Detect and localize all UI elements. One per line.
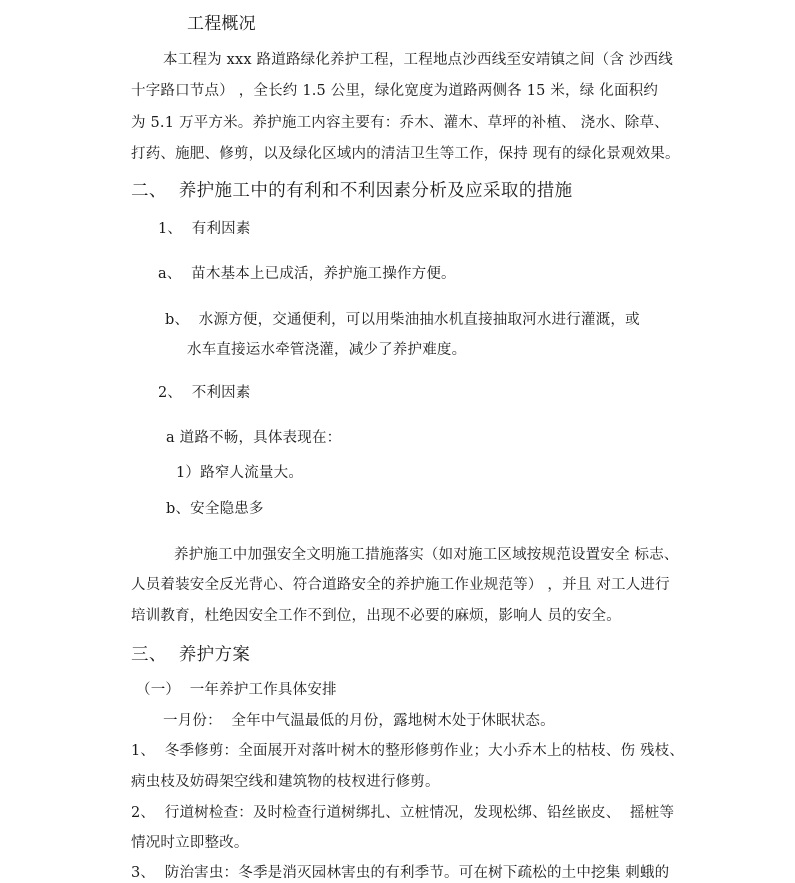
favorable-item-b-line-1: b、 水源方便，交通便利，可以用柴油抽水机直接抽取河水进行灌溉，或 bbox=[165, 312, 640, 328]
plan-line-4: 情况时立即整改。 bbox=[131, 835, 249, 851]
favorable-factors-heading: 1、 有利因素 bbox=[158, 221, 251, 237]
safety-line-2: 人员着装安全反光背心、符合道路安全的养护施工作业规范等） ，并且 对工人进行 bbox=[131, 577, 670, 593]
plan-line-2: 病虫枝及妨碍架空线和建筑物的枝杈进行修剪。 bbox=[131, 774, 440, 790]
unfavorable-item-b: b、安全隐患多 bbox=[166, 501, 264, 517]
unfavorable-factors-heading: 2、 不利因素 bbox=[158, 385, 251, 401]
january-line: 一月份： 全年中气温最低的月份，露地树木处于休眠状态。 bbox=[163, 713, 555, 729]
intro-line-2: 十字路口节点） ，全长约 1.5 公里，绿化宽度为道路两侧各 15 米，绿 化面积约 bbox=[131, 83, 659, 99]
section-3-heading: 三、 养护方案 bbox=[131, 645, 251, 665]
unfavorable-item-a-1: 1）路窄人流量大。 bbox=[176, 465, 304, 481]
section-2-heading: 二、 养护施工中的有利和不利因素分析及应采取的措施 bbox=[131, 181, 573, 201]
unfavorable-item-a: a 道路不畅，具体表现在： bbox=[166, 430, 342, 446]
page-title: 工程概况 bbox=[187, 14, 256, 34]
plan-line-5: 3、 防治害虫：冬季是消灭园林害虫的有利季节。可在树下疏松的土中挖集 刺蛾的 bbox=[131, 865, 670, 881]
favorable-item-a: a、 苗木基本上已成活，养护施工操作方便。 bbox=[158, 266, 456, 282]
intro-line-3: 为 5.1 万平方米。养护施工内容主要有：乔木、灌木、草坪的补植、 浇水、除草、 bbox=[131, 115, 669, 131]
safety-line-1: 养护施工中加强安全文明施工措施落实（如对施工区域按规范设置安全 标志、 bbox=[174, 547, 679, 563]
intro-line-4: 打药、施肥、修剪，以及绿化区域内的清洁卫生等工作，保持 现有的绿化景观效果。 bbox=[131, 146, 680, 162]
favorable-item-b-line-2: 水车直接运水牵管浇灌，减少了养护难度。 bbox=[187, 342, 467, 358]
plan-line-3: 2、 行道树检查：及时检查行道树绑扎、立桩情况，发现松绑、铅丝嵌皮、 摇桩等 bbox=[131, 805, 675, 821]
safety-line-3: 培训教育，杜绝因安全工作不到位，出现不必要的麻烦，影响人 员的安全。 bbox=[131, 608, 621, 624]
section-3-subheading: （一） 一年养护工作具体安排 bbox=[136, 682, 337, 698]
plan-line-1: 1、 冬季修剪：全面展开对落叶树木的整形修剪作业；大小乔木上的枯枝、伤 残枝、 bbox=[131, 743, 685, 759]
intro-line-1: 本工程为 xxx 路道路绿化养护工程，工程地点沙西线至安靖镇之间（含 沙西线 bbox=[163, 52, 673, 68]
